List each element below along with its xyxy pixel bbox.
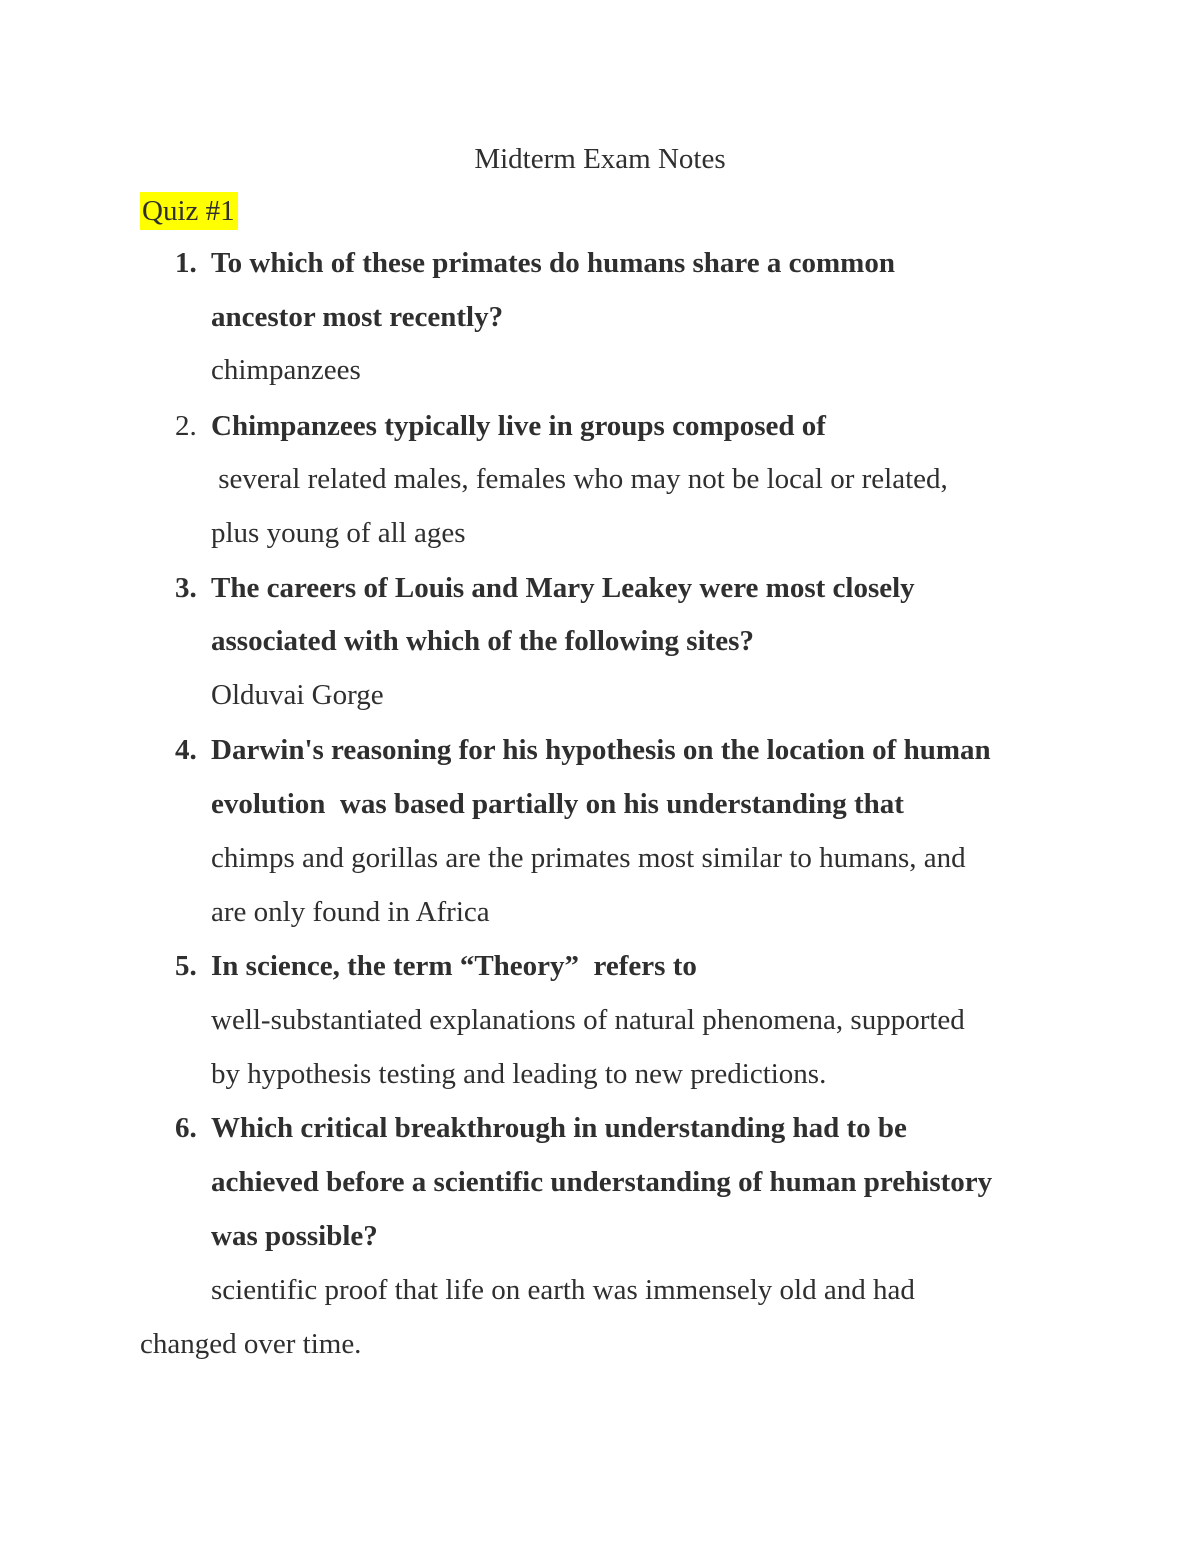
answer-text: chimpanzees — [211, 354, 361, 386]
answer-text: chimps and gorillas are the primates most similar to humans, and — [211, 842, 966, 874]
question-text: To which of these primates do humans share a common — [211, 247, 895, 279]
question-number: 3. — [175, 572, 197, 604]
question-number: 1. — [175, 247, 197, 279]
quiz-heading: Quiz #1 — [140, 192, 238, 230]
answer-text: by hypothesis testing and leading to new predictions. — [211, 1058, 827, 1090]
question-text: achieved before a scientific understanding of human prehistory — [211, 1166, 993, 1198]
answer-text: plus young of all ages — [211, 517, 466, 549]
question-text: was possible? — [211, 1220, 378, 1252]
answer-text: scientific proof that life on earth was immensely old and had — [211, 1274, 915, 1306]
answer-text: changed over time. — [140, 1328, 362, 1360]
answer-text: Olduvai Gorge — [211, 679, 384, 711]
question-number: 6. — [175, 1112, 197, 1144]
question-text: evolution was based partially on his understanding that — [211, 788, 904, 820]
question-text: In science, the term “Theory” refers to — [211, 950, 697, 982]
question-text: Chimpanzees typically live in groups composed of — [211, 410, 826, 442]
question-text: associated with which of the following sites? — [211, 625, 754, 657]
answer-text: are only found in Africa — [211, 896, 490, 928]
question-text: Which critical breakthrough in understanding had to be — [211, 1112, 907, 1144]
answer-text: several related males, females who may not be local or related, — [211, 463, 948, 495]
question-text: The careers of Louis and Mary Leakey were most closely — [211, 572, 915, 604]
question-text: ancestor most recently? — [211, 301, 504, 333]
question-text: Darwin's reasoning for his hypothesis on the location of human — [211, 734, 991, 766]
answer-text: well-substantiated explanations of natural phenomena, supported — [211, 1004, 965, 1036]
question-number: 4. — [175, 734, 197, 766]
question-number: 2. — [175, 410, 197, 442]
page-title: Midterm Exam Notes — [474, 143, 726, 175]
question-number: 5. — [175, 950, 197, 982]
